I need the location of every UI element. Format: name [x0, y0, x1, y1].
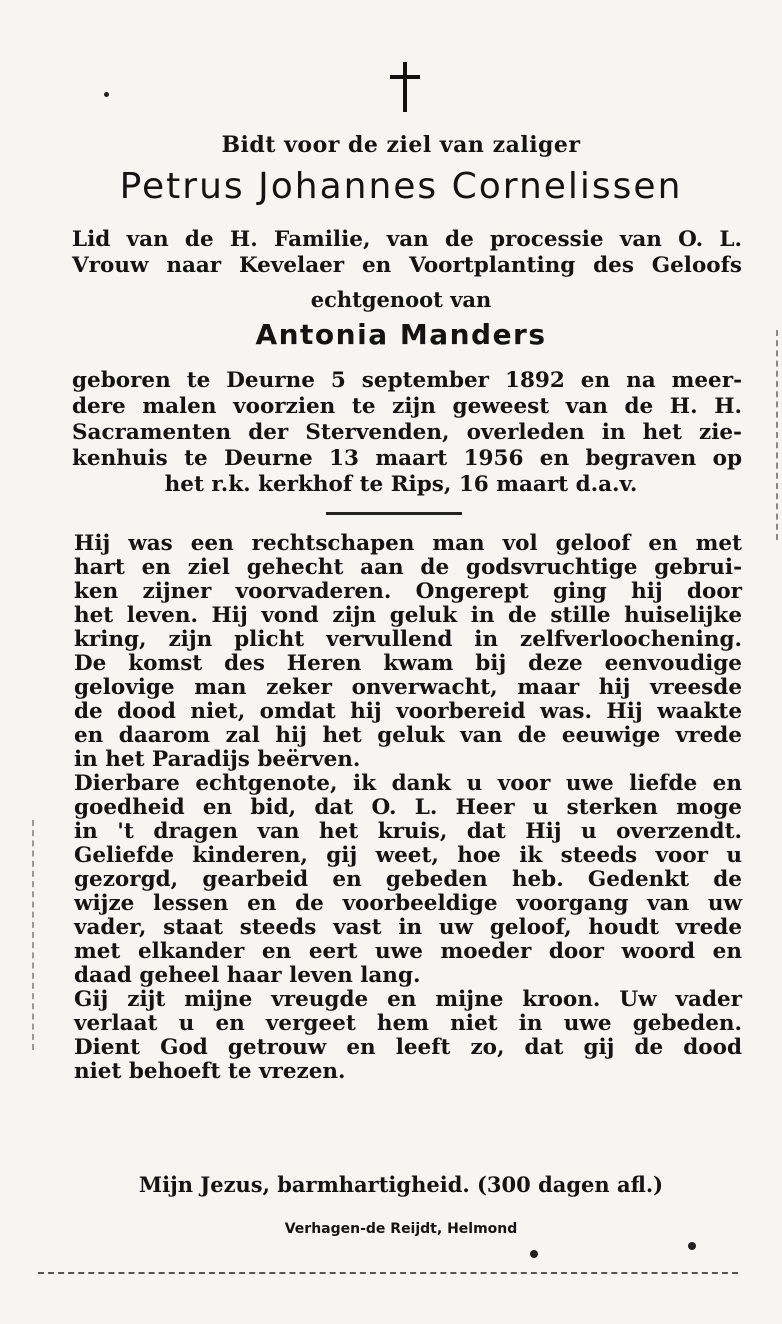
text-line: in het Paradijs beërven.: [74, 747, 361, 772]
life-line: geboren te Deurne 5 september 1892 en na meer-: [72, 368, 742, 393]
text-line: hart en ziel gehecht aan de godsvruchtige gebrui-: [74, 555, 742, 580]
edge-mark: [776, 330, 778, 540]
text-line: kring, zijn plicht vervullend in zelfverloochening.: [74, 627, 742, 652]
text-line: Gij zijt mijne vreugde en mijne kroon. Uw vader: [74, 987, 742, 1012]
edge-mark: [32, 820, 34, 1050]
text-line: de dood niet, omdat hij voorbereid was. Hij waakte: [74, 699, 742, 724]
text-line: Hij was een rechtschapen man vol geloof en met: [74, 531, 742, 556]
membership-line: Vrouw naar Kevelaer en Voortplanting des Geloofs: [72, 253, 742, 278]
life-line: kenhuis te Deurne 13 maart 1956 en begraven op: [72, 446, 742, 471]
speck: [688, 1242, 696, 1250]
text-line: met elkander en eert uwe moeder door woord en: [74, 939, 742, 964]
speck: [530, 1250, 538, 1258]
life-line: Sacramenten der Stervenden, overleden in het zie-: [72, 420, 742, 445]
text-line: en daarom zal hij het geluk van de eeuwige vrede: [74, 723, 742, 748]
text-line: Geliefde kinderen, gij weet, hoe ik steeds voor u: [74, 843, 742, 868]
spouse-label: echtgenoot van: [310, 287, 492, 312]
text-line: gezorgd, gearbeid en gebeden heb. Gedenkt de: [74, 867, 742, 892]
intro-line: Bidt voor de ziel van zaliger: [221, 132, 581, 158]
text-line: daad geheel haar leven lang.: [74, 963, 421, 988]
text-line: gelovige man zeker onverwacht, maar hij vreesde: [74, 675, 742, 700]
closing-prayer: Mijn Jezus, barmhartigheid. (300 dagen afl.): [138, 1172, 664, 1197]
text-line: in 't dragen van het kruis, dat Hij u overzendt.: [74, 819, 742, 844]
membership-line: Lid van de H. Familie, van de processie van O. L.: [72, 227, 742, 252]
text-line: De komst des Heren kwam bij deze eenvoudige: [74, 651, 742, 676]
divider: [326, 512, 462, 515]
life-line: het r.k. kerkhof te Rips, 16 maart d.a.v.: [164, 472, 638, 497]
spouse-name: Antonia Manders: [255, 318, 547, 351]
text-line: goedheid en bid, dat O. L. Heer u sterken moge: [74, 795, 742, 820]
deceased-name: Petrus Johannes Cornelissen: [119, 166, 683, 207]
printer-credit: Verhagen-de Reijdt, Helmond: [284, 1221, 518, 1237]
text-line: Dient God getrouw en leeft zo, dat gij de dood: [74, 1035, 742, 1060]
speck: [104, 92, 109, 97]
text-line: vader, staat steeds vast in uw geloof, houdt vrede: [74, 915, 742, 940]
text-line: verlaat u en vergeet hem niet in uwe gebeden.: [74, 1011, 742, 1036]
text-line: ken zijner voorvaderen. Ongerept ging hij door: [74, 579, 742, 604]
cross-icon: [388, 62, 422, 112]
cut-line: [38, 1272, 738, 1274]
text-line: het leven. Hij vond zijn geluk in de stille huiselijke: [74, 603, 742, 628]
life-line: dere malen voorzien te zijn geweest van de H. H.: [72, 394, 742, 419]
text-line: niet behoeft te vrezen.: [74, 1059, 346, 1084]
text-line: wijze lessen en de voorbeeldige voorgang van uw: [74, 891, 742, 916]
text-line: Dierbare echtgenote, ik dank u voor uwe liefde en: [74, 771, 742, 796]
